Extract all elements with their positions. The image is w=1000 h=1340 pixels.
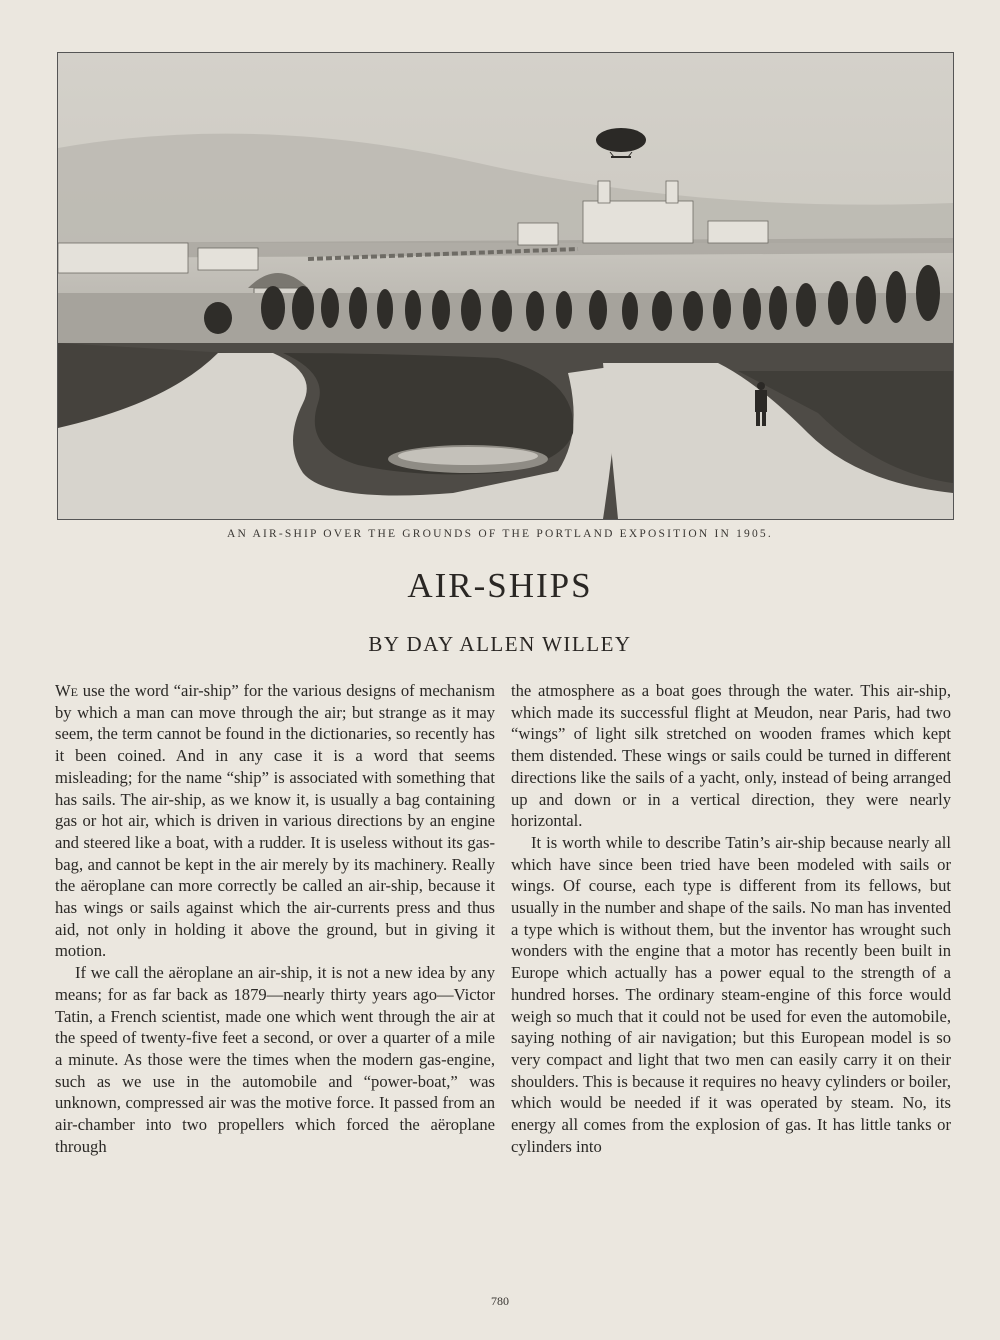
paragraph bbox=[55, 680, 495, 962]
exposition-photograph bbox=[57, 52, 954, 520]
left-column bbox=[55, 680, 495, 1157]
page-number: 780 bbox=[491, 1294, 509, 1308]
right-column bbox=[511, 680, 951, 1157]
photo-caption: AN AIR-SHIP OVER THE GROUNDS OF THE PORTLAND EXPOSITION IN 1905. bbox=[227, 528, 773, 540]
paragraph: It is worth while to describe Tatin’s air-ship because nearly all which have since been tried have been modeled with sails or wings. Of course, each type is different from its fellows, but usually in the number and shape of the sails. No man has invented a type which is without them, but the inventor has wrought such wonders with the engine that a motor has recently been built in Europe which actually has a power equal to the strength of a hundred horses. The ordinary steam-engine of this force would weigh so much that it could not be used for even the automobile, saying nothing of air navigation; but this European model is so very compact and light that two men can easily carry it on their shoulders. This is because it requires no heavy cylinders or boiler, which would be needed if it was operated by steam. No, its energy all comes from the explosion of gas. It has little tanks or cylinders into bbox=[511, 832, 951, 1156]
paragraph: If we call the aëroplane an air-ship, it is not a new idea by any means; for as far back as 1879—nearly thirty years ago—Victor Tatin, a French scientist, made one which went through the air at the speed of twenty-five feet a second, or over a quarter of a mile a minute. As those were the times when the modern gas-engine, such as we use in the automobile and “power-boat,” was unknown, compressed air was the motive force. It passed from an air-chamber into two propellers which forced the aëroplane through bbox=[55, 963, 495, 1156]
article-byline: BY DAY ALLEN WILLEY bbox=[368, 632, 632, 656]
drop-word: We bbox=[55, 681, 78, 700]
photo-illustration bbox=[58, 53, 953, 519]
article-title: AIR-SHIPS bbox=[407, 566, 593, 605]
paragraph: the atmosphere as a boat goes through the water. This air-ship, which made its successful flight at Meudon, near Paris, had two “wings” of light silk stretched on wooden frames which kept them distended. These wings or sails could be turned in different directions like the sails of a yacht, only, instead of being arranged up and down or in a vertical direction, they were nearly horizontal. bbox=[511, 681, 951, 831]
paragraph-text: use the word “air-ship” for the various designs of mechanism by which a man can move through the air; but strange as it may seem, the term cannot be found in the dictionaries, so recently has it been coined. And in any case it is a word that seems misleading; for the name “ship” is associated with something that has sails. The air-ship, as we know it, is usually a bag containing gas or hot air, which is driven in various directions by an engine and steered like a boat, with a rudder. It is useless without its gas-bag, and cannot be kept in the air merely by its machinery. Really the aëroplane can more correctly be called an air-ship, because it has wings or sails against which the air-currents press and thus aid, not only in holding it above the ground, but in giving it motion. bbox=[55, 681, 495, 961]
